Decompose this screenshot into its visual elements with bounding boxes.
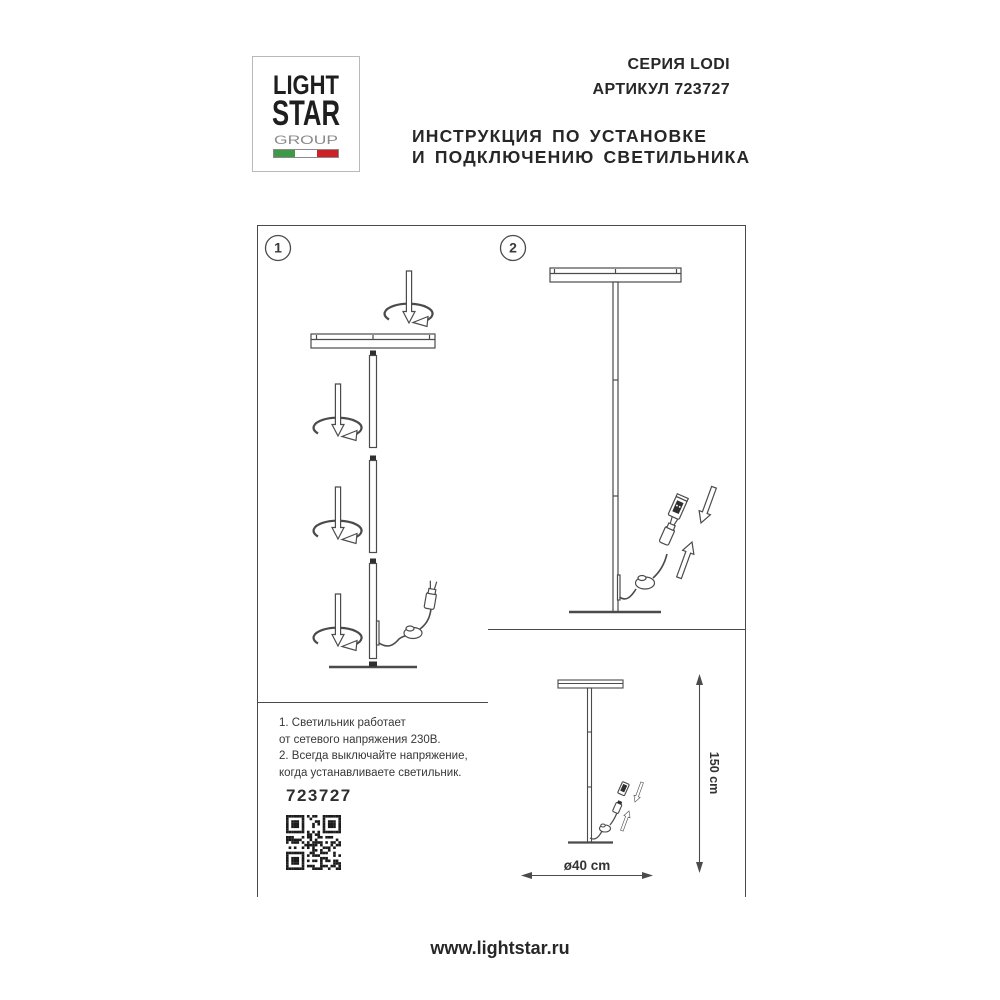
page-title [412, 126, 750, 168]
rotate-arrow-icon [314, 487, 362, 544]
step1-number: 1 [274, 239, 282, 256]
pole-segment-2 [370, 456, 377, 553]
connect-up-arrow-icon [673, 540, 697, 580]
plug-icon [612, 800, 623, 814]
step2-number: 2 [509, 239, 517, 256]
note-line: 1. Светильник работает [279, 717, 406, 729]
logo-word-star: STAR [272, 94, 340, 133]
article-label: АРТИКУЛ 723727 [592, 81, 730, 98]
italian-flag-icon [274, 150, 339, 158]
qr-code [286, 815, 341, 870]
plug-icon [424, 580, 439, 609]
foot-switch [404, 626, 422, 639]
article-number: 723727 [286, 786, 352, 805]
panel-dimensions [488, 629, 745, 897]
pole-segment-3 [370, 559, 380, 659]
lamp-pole [588, 688, 592, 842]
diameter-dimension [521, 858, 653, 879]
diameter-dimension-label: ø40 cm [563, 858, 611, 873]
lamp-pole [613, 282, 620, 612]
safety-notes [279, 715, 468, 781]
series-label: СЕРИЯ LODI [627, 56, 730, 73]
height-dimension-label: 150 cm [707, 751, 721, 795]
power-cord [620, 494, 689, 599]
lightstar-logo-art [253, 57, 359, 171]
plug-icon [659, 516, 680, 546]
footer-url: www.lightstar.ru [430, 938, 570, 958]
socket-icon [668, 494, 688, 520]
rotate-arrow-icon [314, 384, 362, 441]
logo-word-group: GROUP [274, 133, 338, 147]
foot-switch [636, 576, 655, 590]
power-cord [379, 580, 439, 646]
note-line: когда устанавливаете светильник. [279, 766, 462, 779]
lamp-head [558, 680, 623, 688]
panel-step-2 [488, 226, 745, 629]
rotate-arrow-icon [314, 594, 362, 651]
logo-word-light: LIGHT [273, 70, 340, 100]
header-series-article [593, 52, 730, 102]
socket-icon [618, 781, 630, 795]
connect-down-arrow-icon [695, 485, 719, 525]
connect-down-arrow-icon [632, 781, 645, 803]
panel-notes [258, 702, 489, 897]
title-line-1: ИНСТРУКЦИЯ ПО УСТАНОВКЕ [412, 126, 708, 146]
figure-grid [257, 225, 746, 897]
height-dimension [696, 674, 721, 873]
dimensions-diagram [488, 630, 745, 897]
connect-up-arrow-icon [619, 810, 632, 832]
step2-diagram [488, 226, 745, 629]
lamp-base [329, 662, 417, 668]
note-line: 2. Всегда выключайте напряжение, [279, 750, 468, 762]
note-line: от сетевого напряжения 230В. [279, 733, 441, 746]
rotate-arrow-icon [385, 271, 433, 327]
lamp-head [550, 268, 681, 282]
title-line-2: И ПОДКЛЮЧЕНИЮ СВЕТИЛЬНИКА [412, 147, 751, 167]
lightstar-logo [252, 56, 360, 172]
panel-step-1 [258, 226, 489, 702]
lamp-head [311, 334, 435, 348]
pole-segment-1 [370, 351, 377, 448]
step1-diagram [258, 226, 488, 702]
